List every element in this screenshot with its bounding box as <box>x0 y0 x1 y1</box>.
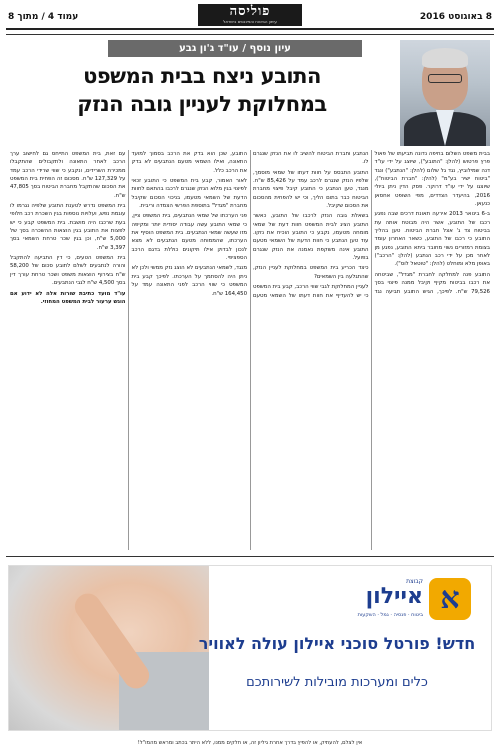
headline-line-2: במחלוקת לעניין גובה הנזק <box>77 92 327 116</box>
logo-tagline: ביטוח · פנסיה · גמל · השקעות <box>357 612 423 618</box>
paragraph-12: בית המשפט נדרש לטענת התובע שלפיה נגרמו לו עוגמת נפש, ועלויות נוספות בגין השכרת רכב חלופי בעת שרכבו היה מושבת. בית המשפט קבע כי יש לפצות את התובע בגין הוצאות ההשכרה בסך של 5,000 ש"ח, וכן בגין שכר טרחת השמאי בסך 3,397 ש"ח. <box>10 203 126 251</box>
copyright-notice: אין לצלם, להעתיק, או להפיץ בדרך אחרת גיליון זה, או חלקים ממנו, ללא היתר בכתב ומראש מהמו"ל! <box>137 740 363 746</box>
ayalon-advertisement[interactable] <box>8 565 492 731</box>
paragraph-8: לאור האמור, קבע בית המשפט כי התובע זכאי לפיצוי בגין מלוא הנזק שנגרם לרכבו בהתאם לחוות הדעת של השמאי מטעמו, בניכוי הסכום שקיבל מחברת "מגדל" בתוספת הפרשי הצמדה וריבית. <box>131 178 247 210</box>
paragraph-9: פני הערכתו של שמאי הנתבעים, בית המשפט ציין, כי שמאי התובע עשה עבודה יסודית יותר ומקיפה מזו שעשה שמאי הנתבעים. בית המשפט הוסיף את הערכתו, שהממוחה מטעם הנתבעים לא מצא לנכון לבדוק אילו תיקונים כוללת בדגם הרכב הספציפי. <box>131 213 247 262</box>
logo-name: איילון <box>365 584 423 609</box>
page-number: עמוד 4 / מתוך 8 <box>8 12 79 22</box>
paragraph-6: כיצד הכריע בית המשפט במחלוקת לעניין הנזק, שהתגלעה בין השמאים? <box>253 265 369 280</box>
newspaper-logo <box>198 4 302 26</box>
ayalon-logo <box>291 576 471 624</box>
photo-hair <box>422 48 468 68</box>
paragraph-11: עם זאת, בית המשפט התייחס גם לחישוב ערך הרכב לאחר התאונה ולתקבולים שהתקבלו ממכירת השרידים, ונקבע כי שווי שרידי הרכב עמד על 127,329 ש"ח. מסכום זה הפחית בית המשפט את הסכום שהתקבל מחברת הביטוח בסך 47,805 ש"ח. <box>10 151 126 199</box>
article-bottom-rule <box>6 556 494 557</box>
ad-subheadline: כלים ומערכות מובילות לשירותכם <box>246 675 428 690</box>
paragraph-1: בבית משפט השלום בחיפה נדונה תביעתו של פאול פרץ פרטוש (להלן: "התובע"), שיוצג על ידי עו"ד דנה שמילוביץ, נגד גל שלום (להלן: "הנתבע") ונגד "ביטוח ישיר בע"מ" (להלן: "חברת הביטוח"), שיוצגו על ידי עו"ד דרוקר. פסק הדין ניתן ביולי 2016, בהיעדר הצדדים, מפי השופט אחסאן כנעאן. <box>374 151 490 208</box>
article-byline: עיון נוסף / עו"ד ג'ון גבע <box>108 40 362 57</box>
logo-prefix: קבוצת <box>406 578 423 585</box>
paragraph-10: מנגד, לשמאי הנתבעים לא הוצג נזק ממשי ולכן לא ניתן היה להסתמך על הערכתו. לפיכך קבע בית המשפט כי שווי הרכב לפני התאונה עמד על 164,450 ש"ח. <box>131 265 247 297</box>
headline-line-1: התובע ניצח בבית המשפט <box>83 64 321 88</box>
paragraph-4: התובע התבסס על חוות דעתו של שמאי מוסמך, שלפיו הנזק שנגרם לרכב עמד על 85,426 ש"ח. מנגד, טען הנתבע כי התובע קיבל פיצוי מחברת הביטוח כבר בתום הליך, וכי יש להפחית מהסכום את הסכום שקיבל. <box>253 169 369 210</box>
photo-glasses <box>428 74 462 83</box>
ad-headline: חדש! פורטל סוכני איילון עולה לאוויר <box>198 634 476 653</box>
article-headline <box>12 62 392 118</box>
article-body <box>10 150 490 550</box>
logo-subtitle: עיתון הביטוח והפיננסים בישראל <box>223 19 277 24</box>
page-header <box>6 4 494 30</box>
paragraph-7: לעניין המחלוקת לגבי שווי הרכב, קבע בית המשפט כי יש להעדיף את חוות דעתו של השמאי מטעם התובע, שכן הוא בדק את הרכב בסמוך למועד התאונה, ואילו השמאי מטעם הנתבעים לא בדק את הרכב כלל. <box>131 151 369 299</box>
paragraph-3: התובע פנה למחלקה לחברת "מגדל", שביטחה את רכבו בביטוח מקיף וקיבל ממנה פיצוי בסך 79,526 ש"ח. לפיכך, הגיש התובע תביעה נגד הנתבע וחברת הביטוח להשיב לו את הנזק שנגרם לו. <box>253 151 490 295</box>
article-top-rule <box>6 34 494 35</box>
paragraph-2: ב-6 בינואר 2013 אירעה תאונת דרכים שבה נפגע רכבו של התובע, אשר היה מבוטח אותה עת בביטוח צד ג' אצל חברת הביטוח. טען בהליך התובע כי רכבו של התובע, כשאר האחרון עומד בצומת רמזורים נשוי מחובר ביתא התובע, נפגע מן לאחר מכן על ידי רכב הנתבע (להלן: "הרכב") באופן מלא ומוחלט (להלן: "טוטאל לוס"). <box>374 211 490 268</box>
ayalon-logo-icon: א <box>429 578 471 620</box>
paragraph-14: עו"ד מועד כתיבת שורות אלה לא ידוע אם הוגש ערעור לבית המשפט המחוזי. <box>10 290 126 305</box>
paragraph-13: בית המשפט הטעים, כי דין התביעה להתקבל והורה לנתבעים לשלם לתובע סכום של 58,200 ש"ח בצירוף הוצאות משפט ושכר טרחת עורך דין בסך 4,500 ש"ח לגבי הנתבעים. <box>10 255 126 287</box>
author-photo <box>400 40 490 146</box>
paragraph-5: בשאלת גובה הנזק לרכבו של התובע, כאשר התובע הציג לבית המשפט חוות דעת של שמאי מומחה מטעמו, נקבע כי התובע הוכיח את נזקו. עוד טען הנתבע כי חוות הדעת של השמאי מטעם התובע אינה משקפת נאמנה את הנזק שנגרם בפועל. <box>253 213 369 262</box>
hand-touch-image <box>9 566 209 731</box>
finger-shape <box>70 588 154 693</box>
logo-title: פוליסה <box>229 4 271 19</box>
issue-date: 8 באוגוסט 2016 <box>419 12 492 22</box>
